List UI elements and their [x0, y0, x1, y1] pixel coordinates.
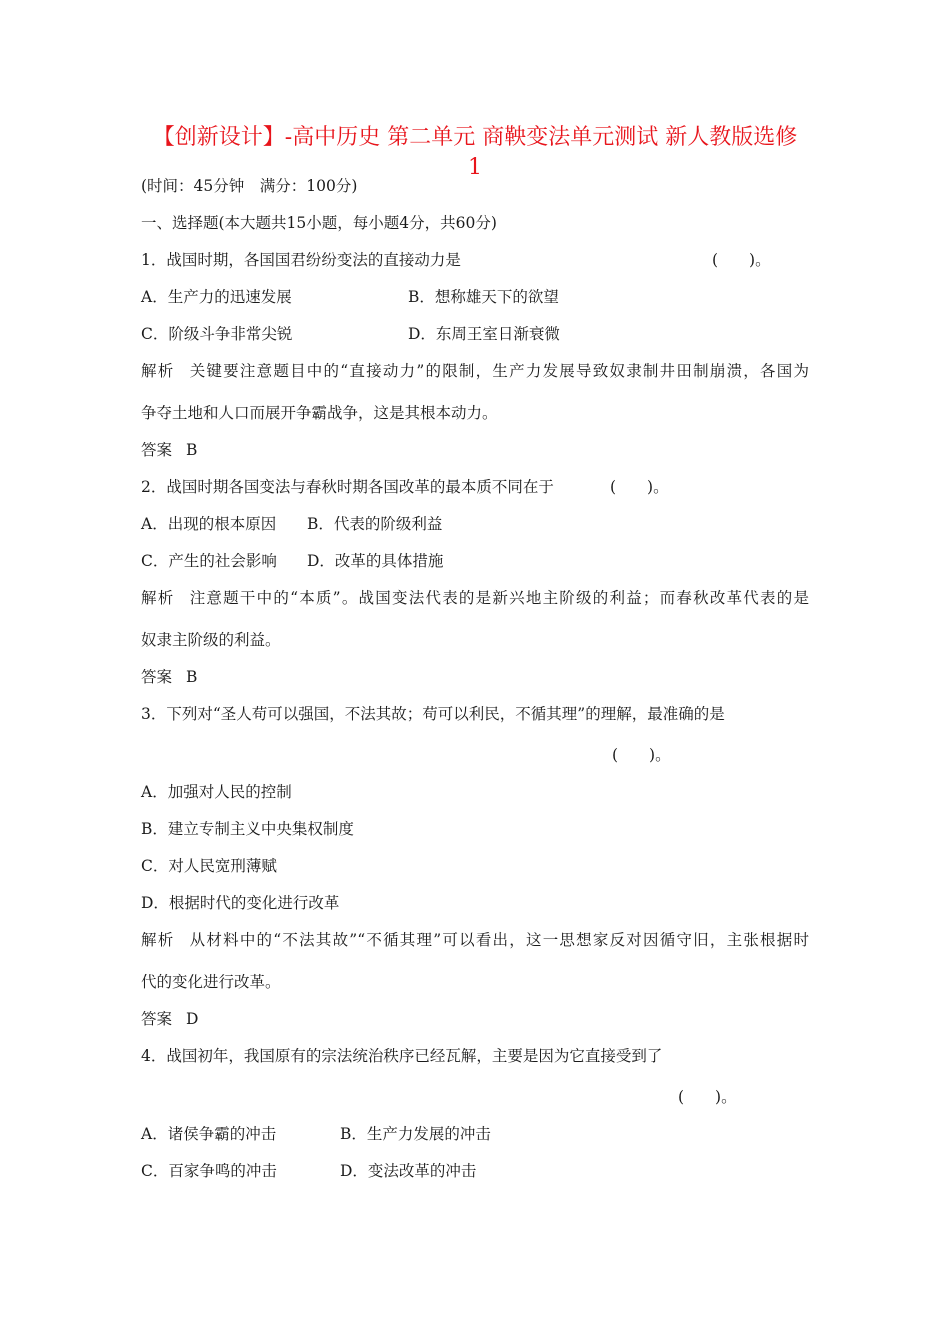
analysis-text: 注意题干中的“本质”。战国变法代表的是新兴地主阶级的利益；而春秋改革代表的是 — [188, 589, 809, 607]
question-4-stem: 4．战国初年，我国原有的宗法统治秩序已经瓦解，主要是因为它直接受到了 — [141, 1047, 663, 1065]
question-2-option-a: A．出现的根本原因 — [141, 515, 277, 533]
question-4-option-d: D．变法改革的冲击 — [340, 1162, 477, 1180]
question-2-answer — [141, 666, 197, 688]
question-4-option-b: B．生产力发展的冲击 — [340, 1125, 491, 1143]
question-3-stem: 3．下列对“圣人苟可以强国，不法其故；苟可以利民，不循其理”的理解，最准确的是 — [141, 705, 725, 723]
question-1-option-d: D．东周王室日渐衰微 — [408, 325, 560, 343]
question-2-option-b: B．代表的阶级利益 — [307, 515, 443, 533]
question-2-answer-blank: ( )。 — [610, 478, 669, 496]
question-3-option-b: B．建立专制主义中央集权制度 — [141, 820, 354, 838]
question-2-option-c: C．产生的社会影响 — [141, 552, 277, 570]
question-4-option-a: A．诸侯争霸的冲击 — [141, 1125, 277, 1143]
document-title — [100, 123, 850, 183]
question-2-option-d: D．改革的具体措施 — [307, 552, 444, 570]
analysis-text: 关键要注意题目中的“直接动力”的限制，生产力发展导致奴隶制井田制崩溃，各国为 — [188, 362, 809, 380]
answer-value: B — [186, 441, 198, 459]
answer-label: 答案 — [141, 668, 173, 686]
answer-label: 答案 — [141, 1010, 173, 1028]
question-3-analysis-line-2: 代的变化进行改革。 — [141, 973, 281, 991]
analysis-label: 解析 — [141, 362, 175, 380]
question-2-analysis-line-1 — [141, 587, 809, 609]
question-1-option-a: A．生产力的迅速发展 — [141, 288, 292, 306]
answer-label: 答案 — [141, 441, 173, 459]
question-3-option-a: A．加强对人民的控制 — [141, 783, 292, 801]
question-2-analysis-line-2: 奴隶主阶级的利益。 — [141, 631, 281, 649]
question-1-option-c: C．阶级斗争非常尖锐 — [141, 325, 293, 343]
question-1-answer — [141, 439, 197, 461]
analysis-label: 解析 — [141, 931, 175, 949]
question-3-option-c: C．对人民宽刑薄赋 — [141, 857, 277, 875]
analysis-label: 解析 — [141, 589, 175, 607]
question-3-analysis-line-1 — [141, 929, 809, 951]
question-3-option-d: D．根据时代的变化进行改革 — [141, 894, 340, 912]
question-1-stem: 1．战国时期，各国国君纷纷变法的直接动力是 — [141, 251, 461, 269]
analysis-text: 从材料中的“不法其故”“不循其理”可以看出，这一思想家反对因循守旧，主张根据时 — [188, 931, 809, 949]
answer-value: B — [186, 668, 198, 686]
question-2-stem: 2．战国时期各国变法与春秋时期各国改革的最本质不同在于 — [141, 478, 554, 496]
question-3-answer-blank: ( )。 — [612, 746, 671, 764]
title-line-1: 【创新设计】-高中历史 第二单元 商鞅变法单元测试 新人教版选修 — [152, 125, 798, 150]
question-1-option-b: B．想称雄天下的欲望 — [408, 288, 559, 306]
answer-value: D — [186, 1010, 199, 1028]
exam-info: (时间：45分钟 满分：100分) — [141, 177, 358, 195]
question-1-answer-blank: ( )。 — [712, 251, 771, 269]
question-1-analysis-line-1 — [141, 360, 809, 382]
question-3-answer — [141, 1008, 198, 1030]
section-heading: 一、选择题(本大题共15小题，每小题4分，共60分) — [141, 214, 497, 232]
question-1-analysis-line-2: 争夺土地和人口而展开争霸战争，这是其根本动力。 — [141, 404, 498, 422]
question-4-option-c: C．百家争鸣的冲击 — [141, 1162, 277, 1180]
question-4-answer-blank: ( )。 — [678, 1088, 737, 1106]
title-line-2: 1 — [468, 155, 482, 180]
